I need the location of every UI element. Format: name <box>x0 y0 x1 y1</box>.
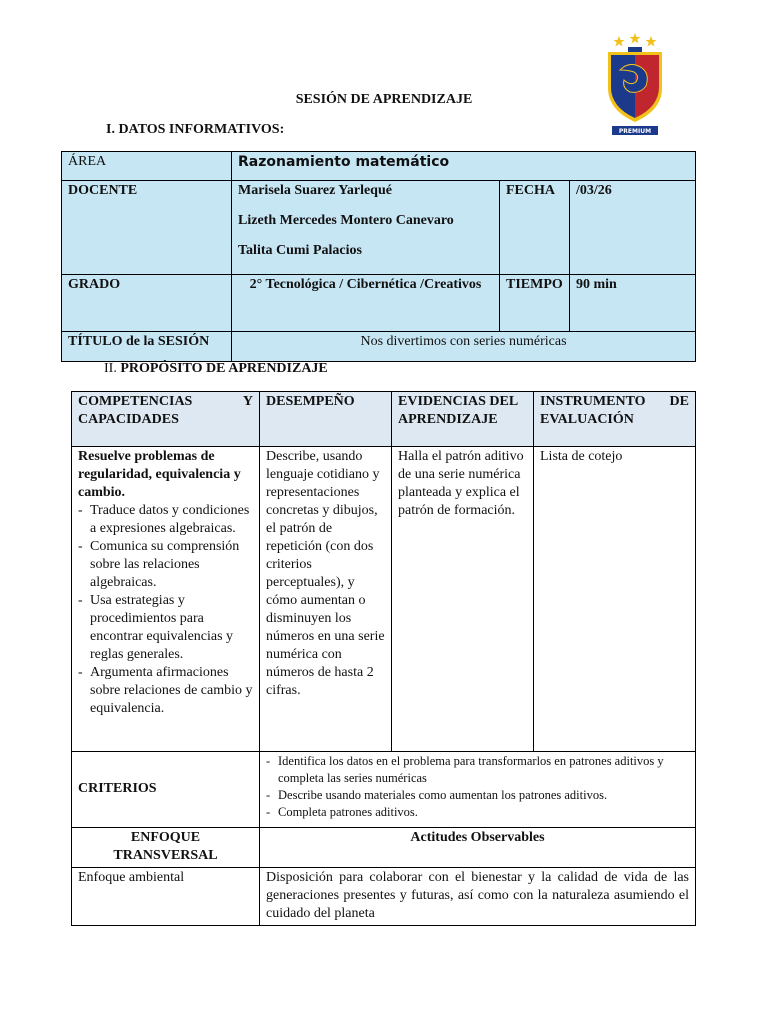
competencias-cell <box>72 447 260 752</box>
grado-value: 2° Tecnológica / Cibernética /Creativos <box>232 275 500 332</box>
area-value: Razonamiento matemático <box>232 152 696 181</box>
page-title: SESIÓN DE APRENDIZAJE <box>295 92 473 107</box>
list-item: - Traduce datos y condiciones a expresiones algebraicas. <box>78 502 253 538</box>
section-datos-informativos: I. DATOS INFORMATIVOS: <box>106 122 285 137</box>
evidencia-cell: Halla el patrón aditivo de una serie numérica planteada y explica el patrón de formación. <box>392 447 534 752</box>
docente-name: Talita Cumi Palacios <box>238 243 362 258</box>
header-desempeno: DESEMPEÑO <box>260 392 392 447</box>
docente-label: DOCENTE <box>62 181 232 275</box>
list-item: - Argumenta afirmaciones sobre relaciones de cambio y equivalencia. <box>78 664 253 718</box>
desempeno-cell: Describe, usando lenguaje cotidiano y representaciones concretas y dibujos, el patrón de repetición (con dos criterios perceptuales), y cómo aumentan o disminuyen los números en una serie numérica con números de hasta 2 cifras. <box>260 447 392 752</box>
area-label: ÁREA <box>62 152 232 181</box>
actitud-value: Disposición para colaborar con el bienestar y la calidad de vida de las generaciones presentes y futuras, así como con la naturaleza asumiendo el cuidado del planeta <box>260 868 696 926</box>
titulo-label: TÍTULO de la SESIÓN <box>62 332 232 362</box>
section-proposito-label: PROPÓSITO DE APRENDIZAJE <box>120 361 328 376</box>
section-number: II. <box>104 361 117 376</box>
list-item: - Usa estrategias y procedimientos para encontrar equivalencias y reglas generales. <box>78 592 253 664</box>
header-instrumento: INSTRUMENTO DE EVALUACIÓN <box>534 392 696 447</box>
tiempo-label: TIEMPO <box>500 275 570 332</box>
section-proposito <box>104 361 328 377</box>
enfoque-label: ENFOQUE TRANSVERSAL <box>72 828 260 868</box>
criterios-list <box>266 753 689 821</box>
competencia-title: Resuelve problemas de regularidad, equivalencia y cambio. <box>78 449 241 500</box>
actitudes-label: Actitudes Observables <box>260 828 696 868</box>
criterios-cell <box>260 752 696 828</box>
instrumento-cell: Lista de cotejo <box>534 447 696 752</box>
header-evidencias: EVIDENCIAS DEL APRENDIZAJE <box>392 392 534 447</box>
datos-informativos-table <box>61 151 696 362</box>
capacidades-list <box>78 502 253 718</box>
criterios-label: CRITERIOS <box>72 752 260 828</box>
fecha-value: /03/26 <box>570 181 696 275</box>
enfoque-value: Enfoque ambiental <box>72 868 260 926</box>
docente-names <box>232 181 500 275</box>
school-crest-logo <box>600 30 670 138</box>
list-item: - Describe usando materiales como aumentan los patrones aditivos. <box>266 787 689 804</box>
proposito-table <box>71 391 696 926</box>
tiempo-value: 90 min <box>570 275 696 332</box>
docente-name: Lizeth Mercedes Montero Canevaro <box>238 213 454 228</box>
grado-label: GRADO <box>62 275 232 332</box>
list-item: - Completa patrones aditivos. <box>266 804 689 821</box>
header-competencias: COMPETENCIAS Y CAPACIDADES <box>72 392 260 447</box>
list-item: - Identifica los datos en el problema para transformarlos en patrones aditivos y completa las series numéricas <box>266 753 689 787</box>
svg-text:PREMIUM: PREMIUM <box>618 128 652 135</box>
fecha-label: FECHA <box>500 181 570 275</box>
titulo-value: Nos divertimos con series numéricas <box>232 332 696 362</box>
list-item: - Comunica su comprensión sobre las relaciones algebraicas. <box>78 538 253 592</box>
docente-name: Marisela Suarez Yarlequé <box>238 183 392 198</box>
star-icon <box>614 33 657 47</box>
